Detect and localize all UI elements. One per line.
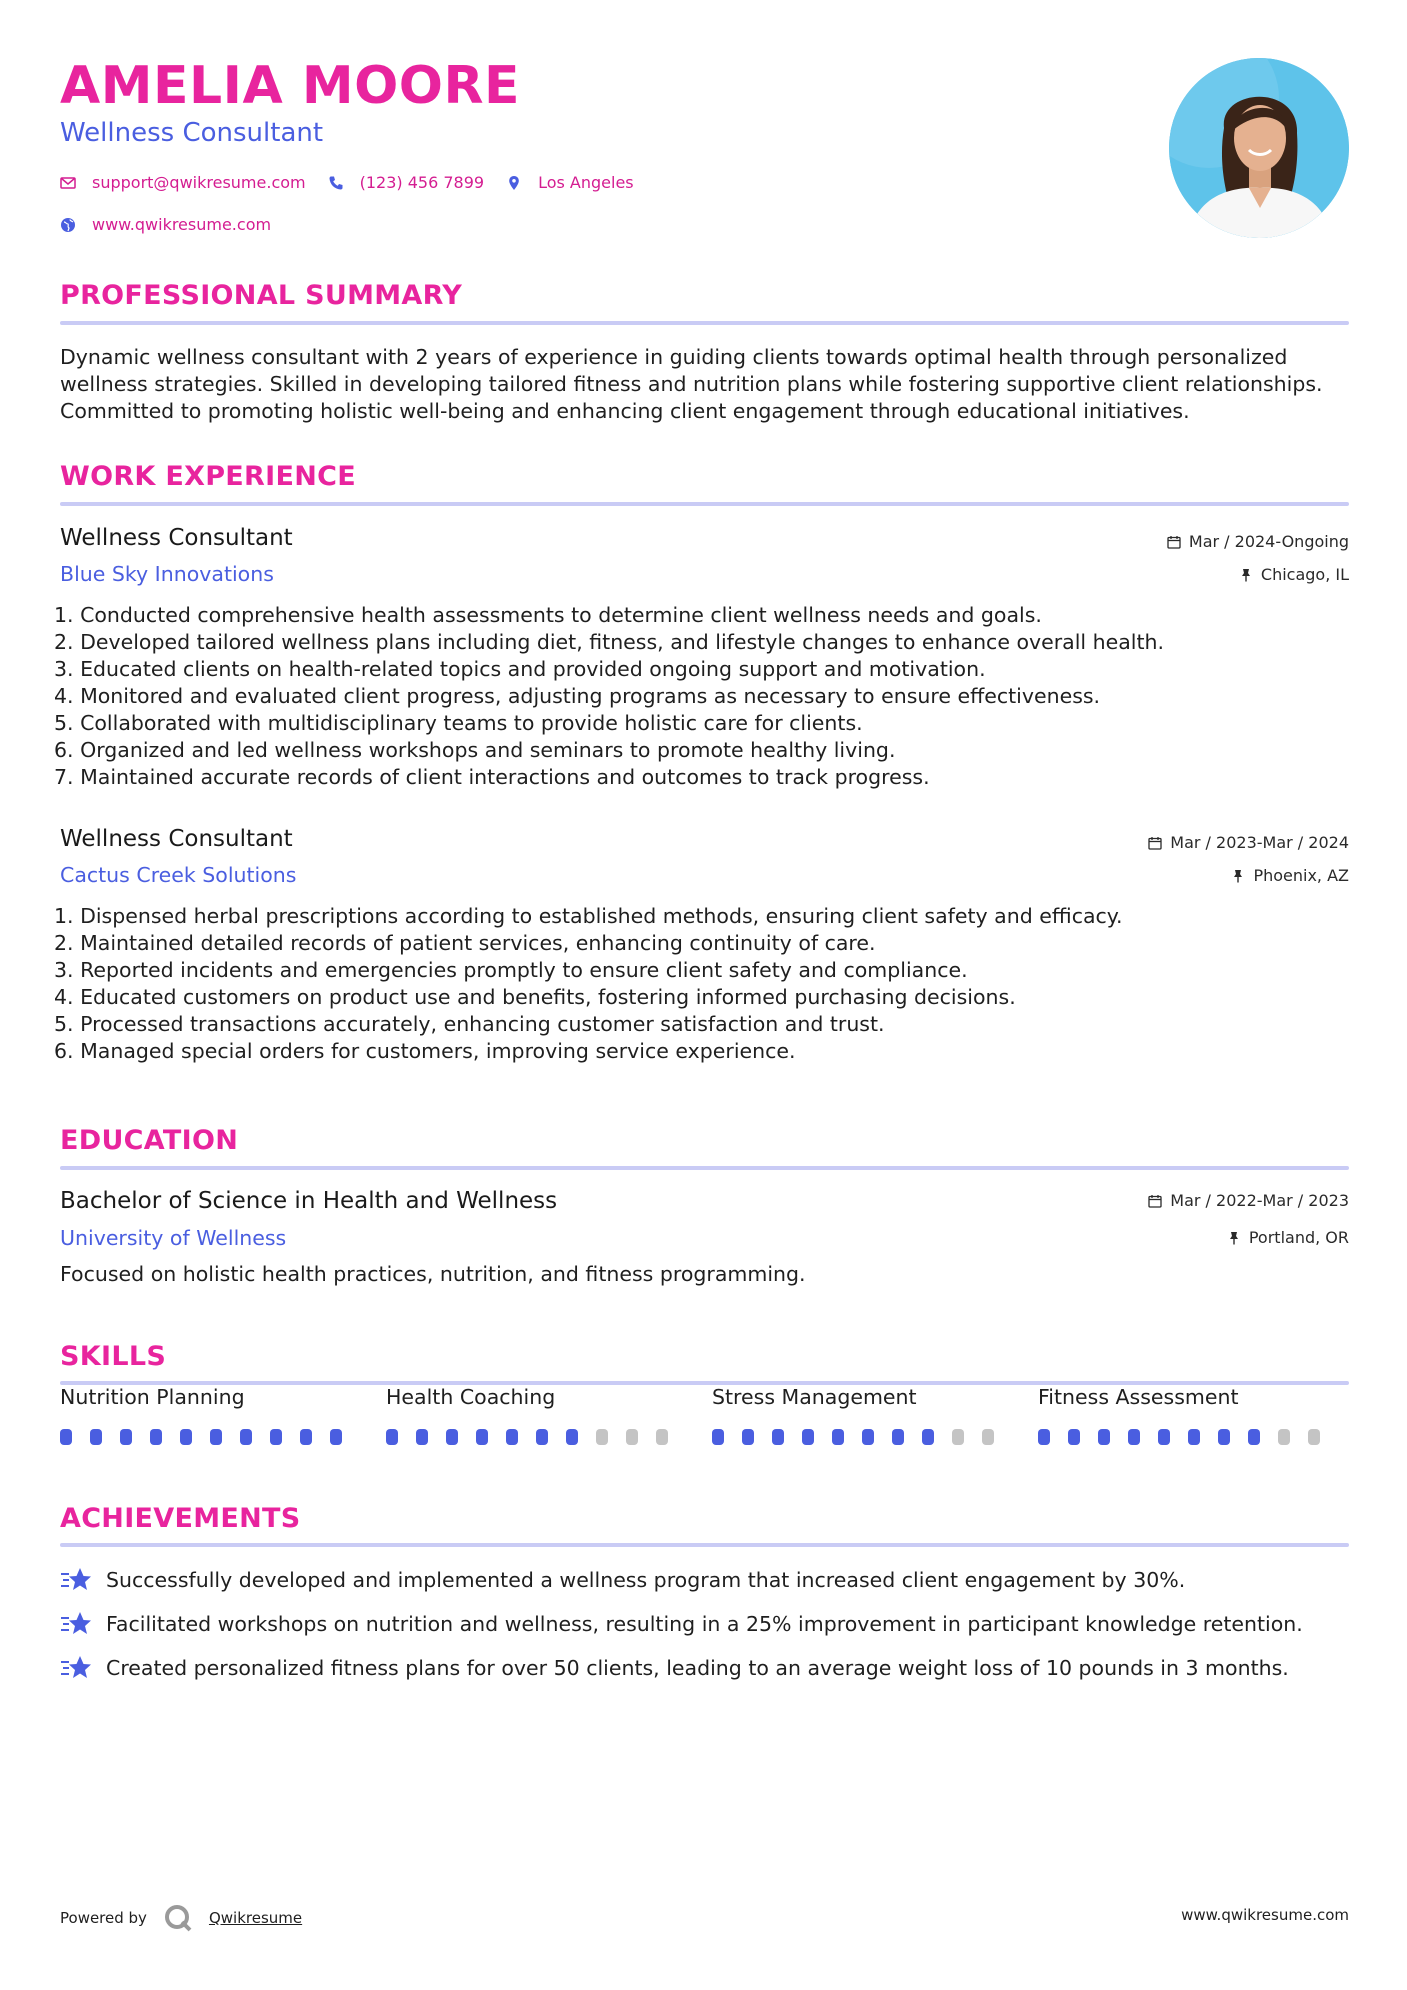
rating-dot-empty — [1278, 1429, 1290, 1445]
calendar-icon — [1148, 1194, 1162, 1208]
job-title: Wellness Consultant — [60, 525, 293, 551]
rating-dot-filled — [240, 1429, 252, 1445]
degree-title: Bachelor of Science in Health and Wellness — [60, 1188, 558, 1214]
candidate-title: Wellness Consultant — [60, 118, 324, 148]
skill-name: Health Coaching — [386, 1385, 556, 1409]
contact-row — [60, 173, 656, 192]
rating-dot-filled — [772, 1429, 784, 1445]
education-location-text: Portland, OR — [1248, 1228, 1349, 1247]
rating-dot-filled — [120, 1429, 132, 1445]
contact-phone[interactable] — [328, 173, 484, 192]
rating-dot-empty — [596, 1429, 608, 1445]
rating-dot-filled — [506, 1429, 518, 1445]
rating-dot-filled — [300, 1429, 312, 1445]
rating-dot-filled — [1128, 1429, 1140, 1445]
skill-name: Fitness Assessment — [1038, 1385, 1239, 1409]
rating-dot-filled — [150, 1429, 162, 1445]
rating-dot-empty — [982, 1429, 994, 1445]
job-location — [1231, 866, 1349, 885]
achievements-heading: ACHIEVEMENTS — [60, 1503, 301, 1534]
email-text: support@qwikresume.com — [92, 173, 306, 192]
rating-dot-filled — [922, 1429, 934, 1445]
job-date — [1167, 532, 1349, 551]
school-name: University of Wellness — [60, 1226, 287, 1250]
rating-dot-filled — [1038, 1429, 1050, 1445]
brand-link[interactable]: Qwikresume — [208, 1909, 303, 1927]
star-icon — [60, 1610, 92, 1638]
list-item: 3. Reported incidents and emergencies promptly to ensure client safety and compliance. — [54, 958, 968, 982]
achievement-text: Facilitated workshops on nutrition and wellness, resulting in a 25% improvement in participant knowledge retention. — [106, 1612, 1303, 1636]
skill-item — [386, 1385, 686, 1445]
education-description: Focused on holistic health practices, nutrition, and fitness programming. — [60, 1262, 806, 1286]
list-item: 6. Organized and led wellness workshops and seminars to promote healthy living. — [54, 738, 896, 762]
achievement-text: Created personalized fitness plans for over 50 clients, leading to an average weight loss of 10 pounds in 3 months. — [106, 1656, 1289, 1680]
star-icon — [60, 1566, 92, 1594]
achievements-divider — [60, 1543, 1349, 1547]
list-item: 6. Managed special orders for customers, improving service experience. — [54, 1039, 796, 1063]
rating-dot-filled — [1248, 1429, 1260, 1445]
rating-dot-filled — [90, 1429, 102, 1445]
achievement-item — [60, 1654, 1289, 1682]
rating-dot-filled — [566, 1429, 578, 1445]
skill-item — [712, 1385, 1012, 1445]
job-location-text: Chicago, IL — [1260, 565, 1349, 584]
job-date — [1148, 833, 1349, 852]
map-pin-icon — [506, 175, 522, 191]
rating-dot-empty — [626, 1429, 638, 1445]
rating-dot-filled — [60, 1429, 72, 1445]
location-text: Los Angeles — [538, 173, 634, 192]
rating-dot-filled — [832, 1429, 844, 1445]
rating-dot-filled — [536, 1429, 548, 1445]
job-date-text: Mar / 2024-Ongoing — [1188, 532, 1349, 551]
powered-by-text: Powered by — [60, 1909, 147, 1927]
rating-dot-filled — [892, 1429, 904, 1445]
pushpin-icon — [1231, 869, 1245, 883]
rating-dot-filled — [386, 1429, 398, 1445]
education-heading: EDUCATION — [60, 1125, 239, 1156]
phone-icon — [328, 175, 344, 191]
rating-dot-filled — [210, 1429, 222, 1445]
rating-dot-filled — [330, 1429, 342, 1445]
contact-location — [506, 173, 634, 192]
rating-dot-filled — [180, 1429, 192, 1445]
experience-heading: WORK EXPERIENCE — [60, 461, 356, 492]
skill-name: Stress Management — [712, 1385, 917, 1409]
pushpin-icon — [1227, 1231, 1241, 1245]
skill-rating — [386, 1429, 686, 1445]
summary-heading: PROFESSIONAL SUMMARY — [60, 280, 463, 311]
summary-divider — [60, 321, 1349, 325]
experience-divider — [60, 502, 1349, 506]
education-location — [1227, 1228, 1349, 1247]
rating-dot-filled — [862, 1429, 874, 1445]
job-company: Blue Sky Innovations — [60, 562, 274, 586]
footer-website[interactable]: www.qwikresume.com — [1181, 1906, 1349, 1924]
skill-rating — [712, 1429, 1012, 1445]
summary-text: Dynamic wellness consultant with 2 years of experience in guiding clients towards optimal health through personalized wellness strategies. Skilled in developing tailored fitness and nutrition plans while fostering supportive client relationships. Committed to promoting holistic well-being and enhancing client engagement through educational initiatives. — [60, 345, 1323, 423]
calendar-icon — [1148, 836, 1162, 850]
qwikresume-logo-icon — [163, 1903, 193, 1933]
list-item: 1. Dispensed herbal prescriptions according to established methods, ensuring client safety and efficacy. — [54, 904, 1123, 928]
website-row — [60, 215, 293, 234]
rating-dot-filled — [1098, 1429, 1110, 1445]
list-item: 3. Educated clients on health-related topics and provided ongoing support and motivation. — [54, 657, 986, 681]
list-item: 2. Developed tailored wellness plans including diet, fitness, and lifestyle changes to enhance overall health. — [54, 630, 1165, 654]
rating-dot-filled — [742, 1429, 754, 1445]
job-bullets — [54, 903, 1349, 1065]
list-item: 4. Educated customers on product use and benefits, fostering informed purchasing decisions. — [54, 985, 1016, 1009]
job-location — [1239, 565, 1349, 584]
resume-page — [54, 0, 1349, 1990]
mail-icon — [60, 175, 76, 191]
job-company: Cactus Creek Solutions — [60, 863, 297, 887]
star-icon — [60, 1654, 92, 1682]
rating-dot-empty — [952, 1429, 964, 1445]
website-text: www.qwikresume.com — [92, 215, 272, 234]
job-location-text: Phoenix, AZ — [1253, 866, 1349, 885]
rating-dot-filled — [270, 1429, 282, 1445]
contact-email[interactable] — [60, 173, 306, 192]
skills-heading: SKILLS — [60, 1341, 167, 1372]
skill-rating — [60, 1429, 360, 1445]
education-date — [1148, 1191, 1349, 1210]
rating-dot-filled — [1188, 1429, 1200, 1445]
list-item: 1. Conducted comprehensive health assessments to determine client wellness needs and goals. — [54, 603, 1042, 627]
rating-dot-filled — [712, 1429, 724, 1445]
globe-icon — [60, 217, 76, 233]
rating-dot-filled — [416, 1429, 428, 1445]
job-bullets — [54, 602, 1349, 791]
contact-website[interactable] — [60, 215, 271, 234]
skill-rating — [1038, 1429, 1338, 1445]
education-date-text: Mar / 2022-Mar / 2023 — [1170, 1191, 1349, 1210]
rating-dot-empty — [1308, 1429, 1320, 1445]
candidate-name: AMELIA MOORE — [60, 56, 521, 116]
rating-dot-filled — [1068, 1429, 1080, 1445]
phone-text: (123) 456 7899 — [359, 173, 485, 192]
skill-item — [1038, 1385, 1338, 1445]
achievement-text: Successfully developed and implemented a wellness program that increased client engagement by 30%. — [106, 1568, 1186, 1592]
job-date-text: Mar / 2023-Mar / 2024 — [1170, 833, 1349, 852]
rating-dot-filled — [802, 1429, 814, 1445]
list-item: 4. Monitored and evaluated client progress, adjusting programs as necessary to ensure effectiveness. — [54, 684, 1101, 708]
achievement-item — [60, 1566, 1185, 1594]
rating-dot-filled — [1218, 1429, 1230, 1445]
rating-dot-filled — [476, 1429, 488, 1445]
pushpin-icon — [1239, 568, 1253, 582]
skill-item — [60, 1385, 360, 1445]
rating-dot-filled — [446, 1429, 458, 1445]
job-title: Wellness Consultant — [60, 826, 293, 852]
list-item: 5. Processed transactions accurately, enhancing customer satisfaction and trust. — [54, 1012, 885, 1036]
achievement-item — [60, 1610, 1303, 1638]
calendar-icon — [1167, 535, 1181, 549]
rating-dot-filled — [1158, 1429, 1170, 1445]
list-item: 2. Maintained detailed records of patient services, enhancing continuity of care. — [54, 931, 876, 955]
education-divider — [60, 1166, 1349, 1170]
list-item: 7. Maintained accurate records of client interactions and outcomes to track progress. — [54, 765, 930, 789]
list-item: 5. Collaborated with multidisciplinary teams to provide holistic care for clients. — [54, 711, 863, 735]
footer-powered-by — [60, 1903, 302, 1933]
profile-photo — [1169, 58, 1349, 238]
rating-dot-empty — [656, 1429, 668, 1445]
skill-name: Nutrition Planning — [60, 1385, 245, 1409]
